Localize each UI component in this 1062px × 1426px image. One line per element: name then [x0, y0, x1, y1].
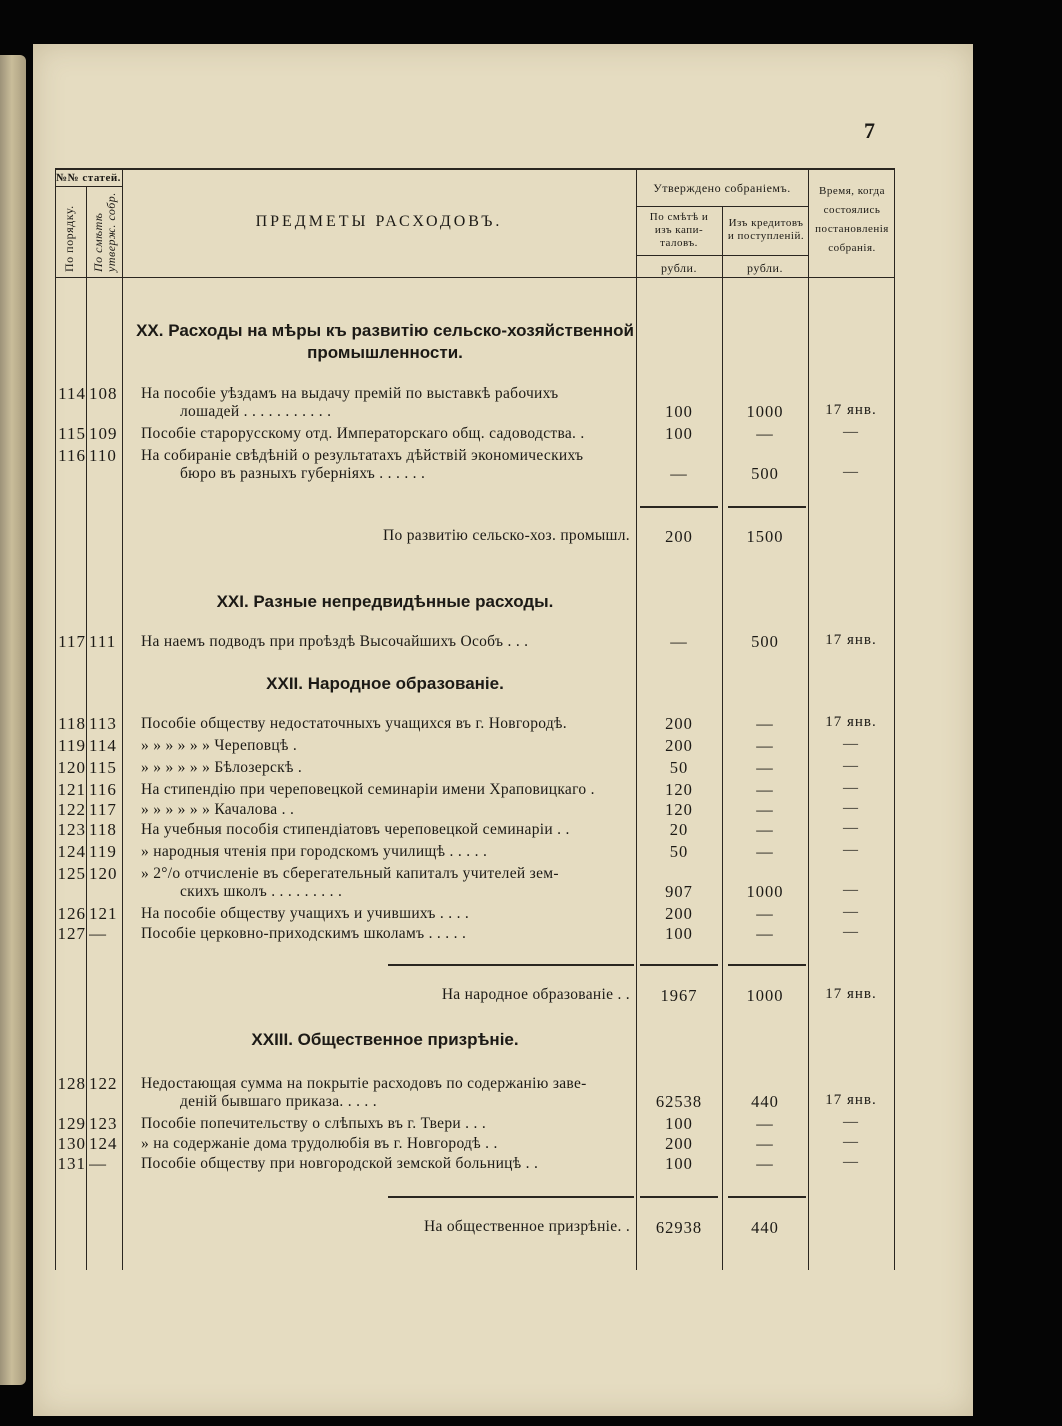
col-b-value: 440 [751, 1092, 779, 1111]
header-rubles-a: рубли. [661, 261, 697, 275]
row-number-estimate: 110 [89, 446, 117, 465]
col-a-value: 100 [665, 924, 693, 943]
time-value: 17 янв. [825, 714, 877, 730]
row-number-order: 119 [58, 736, 86, 755]
row-description: На пособіе обществу учащихъ и учившихъ . . . . [141, 905, 470, 922]
row-description: » народныя чтенія при городскомъ училищѣ . . . . . [141, 843, 488, 860]
col-a-value: 100 [665, 1154, 693, 1173]
time-value: — [843, 1154, 859, 1170]
col-b-value: — [756, 424, 774, 443]
time-value: 17 янв. [825, 632, 877, 648]
adjacent-page-edge [0, 55, 26, 1385]
col-b-value: — [756, 1154, 774, 1173]
col-a-value: 120 [665, 780, 693, 799]
row-description: Пособіе церковно-приходскимъ школамъ . . . . . [141, 925, 467, 942]
col-a-value: 50 [669, 842, 689, 861]
header-rubles-b: рубли. [747, 261, 783, 275]
time-value: 17 янв. [825, 402, 877, 418]
header-time: Время, когда состоялись постановленія собранія. [815, 185, 889, 254]
total-rule [640, 506, 718, 508]
row-number-order: 129 [57, 1114, 86, 1133]
header-by-estimate: По смѣтѣ утверж. собр. [91, 192, 118, 272]
col-a-value: 50 [669, 758, 689, 777]
row-description-cont: лошадей . . . . . . . . . . . [180, 403, 332, 420]
row-description: На стипендію при череповецкой семинаріи имени Храповицкаго . [141, 781, 595, 798]
row-number-estimate: 118 [89, 820, 117, 839]
row-number-estimate: 114 [89, 736, 117, 755]
row-number-estimate: 121 [89, 904, 118, 923]
col-b-value: 1000 [746, 402, 784, 421]
header-by-order: По порядку. [62, 205, 76, 272]
total-col-a: 200 [665, 527, 693, 546]
row-number-order: 130 [57, 1134, 86, 1153]
col-a-value: 200 [665, 736, 693, 755]
row-number-estimate: 116 [89, 780, 117, 799]
header-col-b: Изъ кредитовъ и поступленій. [727, 217, 805, 242]
col-b-value: — [756, 924, 774, 943]
total-col-b: 1000 [746, 986, 784, 1005]
total-rule [728, 506, 806, 508]
total-rule [728, 964, 806, 966]
header-col-a: По смѣтѣ и изъ капи- таловъ. [649, 211, 709, 249]
row-number-order: 128 [57, 1074, 86, 1093]
row-description: » » » » » » Череповцѣ . [141, 737, 298, 754]
page-number: 7 [864, 118, 875, 143]
row-number-estimate: 120 [89, 864, 118, 883]
col-a-value: 907 [665, 882, 693, 901]
row-number-order: 121 [57, 780, 86, 799]
time-value: — [843, 820, 859, 836]
time-value: — [843, 1134, 859, 1150]
total-rule [640, 964, 718, 966]
row-description: » 2°/о отчисленіе въ сберегательный капиталъ учителей зем- [141, 865, 559, 882]
row-number-estimate: 124 [89, 1134, 118, 1153]
row-number-order: 124 [57, 842, 86, 861]
col-rule-2 [122, 168, 123, 1270]
time-value: — [843, 736, 859, 752]
row-number-estimate: 109 [89, 424, 118, 443]
total-label: На общественное призрѣніе. . [424, 1218, 630, 1235]
row-description-cont: скихъ школъ . . . . . . . . . [180, 883, 343, 900]
row-number-estimate: 113 [89, 714, 117, 733]
col-b-value: — [756, 1134, 774, 1153]
time-value: — [843, 424, 859, 440]
row-description: Пособіе попечительству о слѣпыхъ въ г. Твери . . . [141, 1115, 487, 1132]
row-number-estimate: — [89, 924, 107, 943]
col-b-value: 500 [751, 464, 779, 483]
time-value: — [843, 464, 859, 480]
col-b-value: — [756, 842, 774, 861]
row-description: » » » » » » Качалова . . [141, 801, 295, 818]
time-value: — [843, 780, 859, 796]
total-col-b: 440 [751, 1218, 779, 1237]
total-label: По развитію сельско-хоз. промышл. [383, 527, 630, 544]
time-value: — [843, 904, 859, 920]
row-number-order: 120 [57, 758, 86, 777]
articles-rule [55, 186, 122, 187]
col-b-value: — [756, 758, 774, 777]
time-value: — [843, 882, 859, 898]
time-value: — [843, 1114, 859, 1130]
row-description: » на содержаніе дома трудолюбія въ г. Новгородѣ . . [141, 1135, 498, 1152]
total-rule [728, 1196, 806, 1198]
col-b-value: — [756, 800, 774, 819]
col-b-value: — [756, 714, 774, 733]
time-value: — [843, 800, 859, 816]
total-time: 17 янв. [825, 986, 877, 1002]
row-number-order: 127 [57, 924, 86, 943]
row-description: Пособіе обществу недостаточныхъ учащихся въ г. Новгородѣ. [141, 715, 567, 732]
col-b-value: — [756, 904, 774, 923]
row-description: На учебныя пособія стипендіатовъ череповецкой семинаріи . . [141, 821, 570, 838]
time-value: — [843, 842, 859, 858]
header-subject: ПРЕДМЕТЫ РАСХОДОВЪ. [255, 213, 503, 230]
col-b-value: 500 [751, 632, 779, 651]
row-number-order: 115 [58, 424, 86, 443]
col-rule-6 [894, 168, 895, 1270]
row-number-order: 131 [57, 1154, 86, 1173]
time-value: — [843, 924, 859, 940]
col-b-value: 1000 [746, 882, 784, 901]
col-a-value: 120 [665, 800, 693, 819]
row-description: » » » » » » Бѣлозерскѣ . [141, 759, 303, 776]
col-b-value: — [756, 736, 774, 755]
row-description: Пособіе обществу при новгородской земской больницѣ . . [141, 1155, 539, 1172]
row-number-estimate: 119 [89, 842, 117, 861]
row-description: Недостающая сумма на покрытіе расходовъ по содержанію заве- [141, 1075, 587, 1092]
approved-rule [636, 206, 808, 207]
total-rule [640, 1196, 718, 1198]
total-rule [388, 964, 634, 966]
row-description: На наемъ подводъ при проѣздѣ Высочайшихъ Особъ . . . [141, 633, 529, 650]
row-number-estimate: 123 [89, 1114, 118, 1133]
row-description: Пособіе старорусскому отд. Императорскаго общ. садоводства. . [141, 425, 585, 442]
col-a-value: — [670, 632, 688, 651]
row-number-order: 114 [58, 384, 86, 403]
col-b-value: — [756, 1114, 774, 1133]
row-number-order: 117 [58, 632, 86, 651]
row-number-estimate: — [89, 1154, 107, 1173]
row-number-estimate: 122 [89, 1074, 118, 1093]
row-description: На собираніе свѣдѣній о результатахъ дѣйствій экономическихъ [141, 447, 584, 464]
total-col-a: 62938 [655, 1218, 703, 1237]
col-a-value: 62538 [655, 1092, 703, 1111]
col-a-value: 100 [665, 1114, 693, 1133]
header-bottom-rule [55, 277, 895, 278]
row-number-order: 125 [57, 864, 86, 883]
col-a-value: 20 [669, 820, 689, 839]
row-number-estimate: 111 [89, 632, 117, 651]
row-description-cont: деній бывшаго приказа. . . . . [180, 1093, 377, 1110]
total-label: На народное образованіе . . [441, 986, 630, 1003]
row-number-estimate: 115 [89, 758, 117, 777]
row-number-order: 123 [57, 820, 86, 839]
col-a-value: 200 [665, 714, 693, 733]
row-number-order: 118 [58, 714, 86, 733]
section-title: XXIII. Общественное призрѣніе. [251, 1030, 519, 1049]
col-b-value: — [756, 820, 774, 839]
header-articles: №№ статей. [56, 172, 121, 184]
row-number-estimate: 108 [89, 384, 118, 403]
total-col-b: 1500 [746, 527, 784, 546]
col-a-value: — [670, 464, 688, 483]
row-number-order: 116 [58, 446, 86, 465]
col-rule-1 [86, 186, 87, 1270]
header-approved: Утверждено собраніемъ. [653, 181, 791, 195]
section-title: XXI. Разные непредвидѣнные расходы. [216, 592, 554, 611]
section-title: XX. Расходы на мѣры къ развитію сельско-хозяйственной промышленности. [136, 321, 634, 362]
row-description: На пособіе уѣздамъ на выдачу премій по выставкѣ рабочихъ [141, 385, 559, 402]
col-a-value: 200 [665, 904, 693, 923]
total-rule [388, 1196, 634, 1198]
col-b-value: — [756, 780, 774, 799]
row-description-cont: бюро въ разныхъ губерніяхъ . . . . . . [180, 465, 426, 482]
row-number-order: 122 [57, 800, 86, 819]
section-title: XXII. Народное образованіе. [266, 674, 504, 693]
col-a-value: 100 [665, 424, 693, 443]
rubles-rule [636, 255, 808, 256]
table-top-rule [55, 168, 895, 170]
time-value: — [843, 758, 859, 774]
col-a-value: 100 [665, 402, 693, 421]
row-number-estimate: 117 [89, 800, 117, 819]
col-a-value: 200 [665, 1134, 693, 1153]
row-number-order: 126 [57, 904, 86, 923]
time-value: 17 янв. [825, 1092, 877, 1108]
total-col-a: 1967 [660, 986, 698, 1005]
